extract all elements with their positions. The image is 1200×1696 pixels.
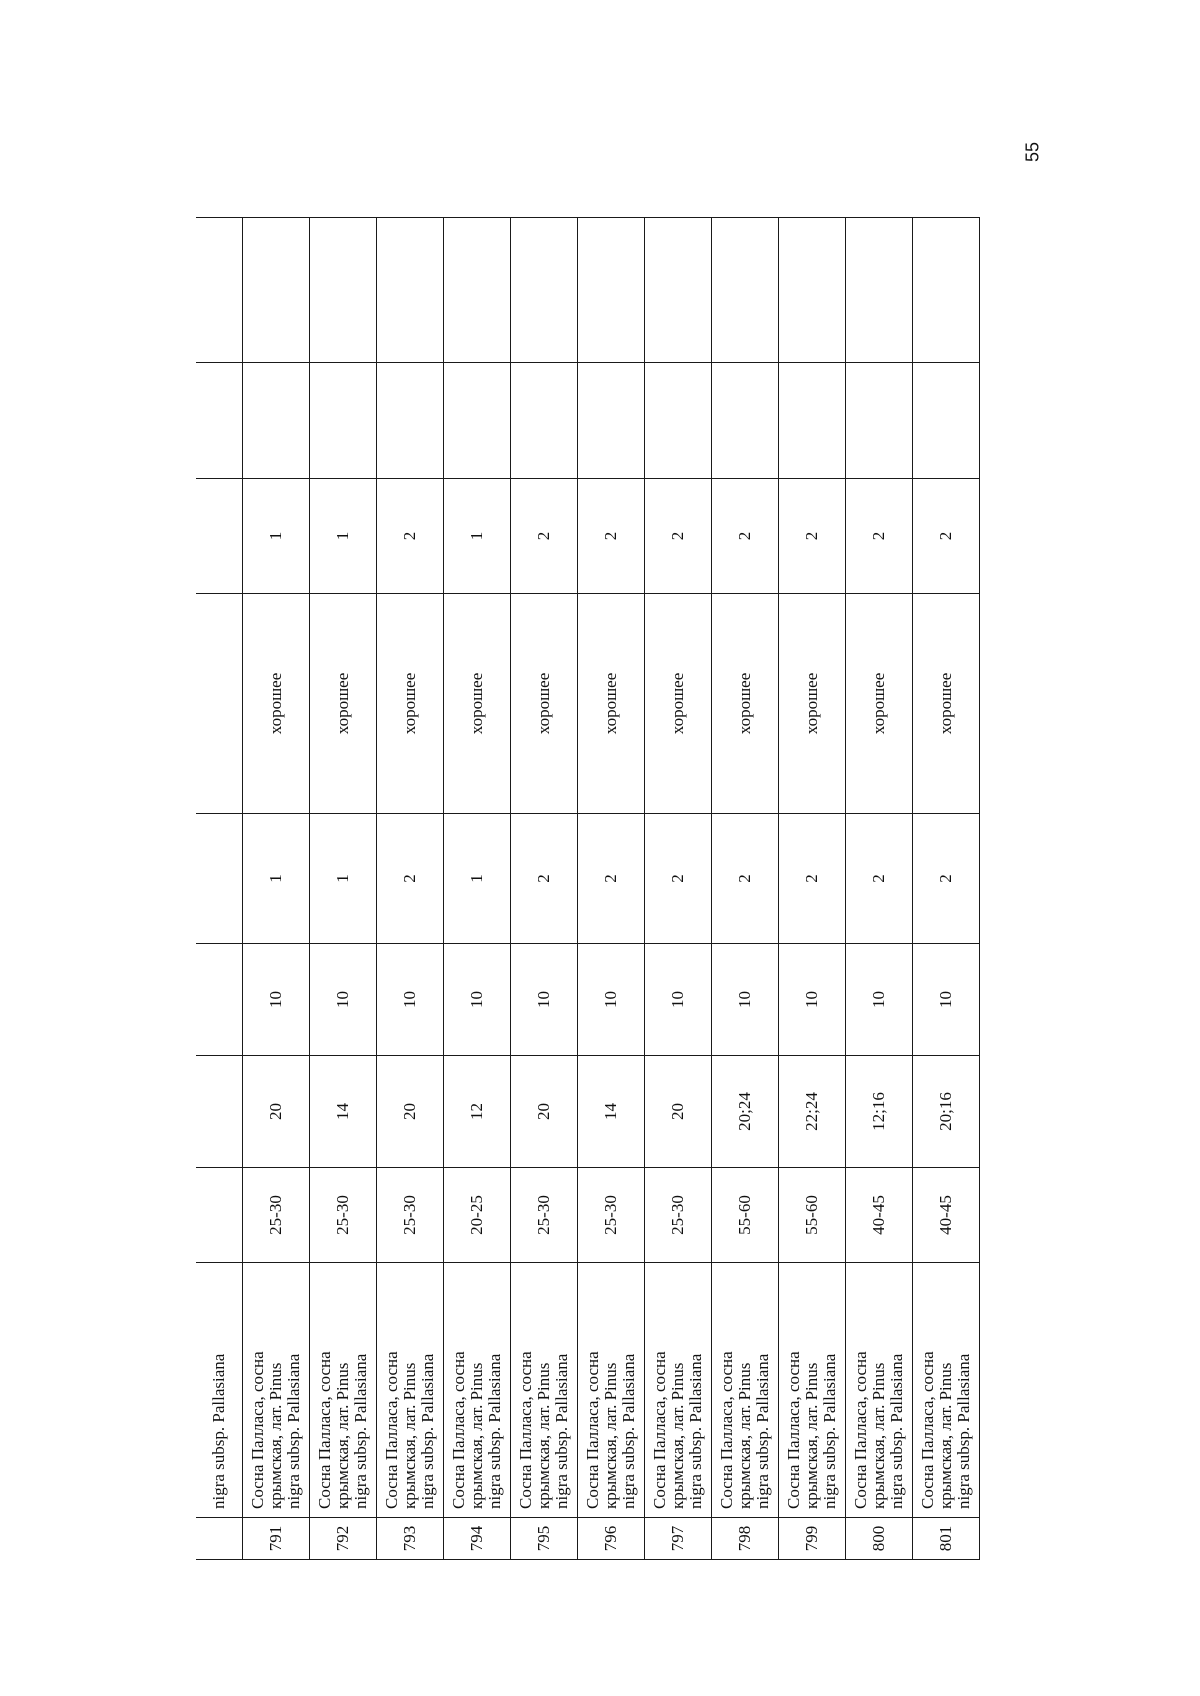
cell-extra-2 xyxy=(644,218,711,363)
cell-extra-2 xyxy=(778,218,845,363)
table-row xyxy=(644,218,711,1560)
cell-age xyxy=(196,1168,242,1263)
species-name-line: Сосна Палласа, сосна xyxy=(917,1351,937,1509)
cell-species-name xyxy=(376,1263,443,1518)
cell-height: 10 xyxy=(242,944,309,1056)
cell-count: 2 xyxy=(711,814,778,944)
cell-condition: хорошее xyxy=(376,594,443,814)
cell-number: 791 xyxy=(242,1518,309,1560)
species-name-line: nigra subsp. Pallasiana xyxy=(350,1353,370,1509)
species-name-line: крымская, лат. Pinus xyxy=(868,1362,888,1509)
cell-extra-1 xyxy=(309,363,376,479)
cell-species-name xyxy=(644,1263,711,1518)
species-name-line: Сосна Палласа, сосна xyxy=(314,1351,334,1509)
table-row xyxy=(912,218,979,1560)
cell-extra-2 xyxy=(577,218,644,363)
cell-age: 25-30 xyxy=(510,1168,577,1263)
cell-count: 2 xyxy=(577,814,644,944)
table-row xyxy=(778,218,845,1560)
cell-count: 1 xyxy=(242,814,309,944)
cell-count: 2 xyxy=(778,814,845,944)
table-row xyxy=(309,218,376,1560)
species-name-line: Сосна Палласа, сосна xyxy=(247,1351,267,1509)
species-name-line: крымская, лат. Pinus xyxy=(801,1362,821,1509)
cell-age: 25-30 xyxy=(644,1168,711,1263)
cell-diameter: 14 xyxy=(309,1056,376,1168)
cell-number: 796 xyxy=(577,1518,644,1560)
cell-diameter: 12;16 xyxy=(845,1056,912,1168)
cell-count: 1 xyxy=(443,814,510,944)
species-name-line: nigra subsp. Pallasiana xyxy=(618,1353,638,1509)
cell-extra-1 xyxy=(196,363,242,479)
cell-diameter: 20 xyxy=(376,1056,443,1168)
species-name-line: Сосна Палласа, сосна xyxy=(515,1351,535,1509)
cell-species-name xyxy=(778,1263,845,1518)
cell-count: 2 xyxy=(912,814,979,944)
cell-height: 10 xyxy=(711,944,778,1056)
cell-age: 55-60 xyxy=(711,1168,778,1263)
cell-diameter: 14 xyxy=(577,1056,644,1168)
cell-diameter xyxy=(196,1056,242,1168)
cell-age: 40-45 xyxy=(912,1168,979,1263)
cell-condition: хорошее xyxy=(845,594,912,814)
cell-count-2: 2 xyxy=(644,479,711,594)
species-name-line: крымская, лат. Pinus xyxy=(935,1362,955,1509)
species-name-line: Сосна Палласа, сосна xyxy=(582,1351,602,1509)
cell-species-name xyxy=(912,1263,979,1518)
cell-extra-1 xyxy=(711,363,778,479)
cell-number: 794 xyxy=(443,1518,510,1560)
cell-extra-2 xyxy=(912,218,979,363)
cell-extra-1 xyxy=(510,363,577,479)
species-name-line: nigra subsp. Pallasiana xyxy=(953,1353,973,1509)
table-row xyxy=(845,218,912,1560)
cell-count-2: 2 xyxy=(376,479,443,594)
cell-number: 801 xyxy=(912,1518,979,1560)
page-number: 55 xyxy=(1022,141,1043,163)
cell-age: 40-45 xyxy=(845,1168,912,1263)
cell-diameter: 22;24 xyxy=(778,1056,845,1168)
cell-count-2: 1 xyxy=(443,479,510,594)
cell-extra-1 xyxy=(443,363,510,479)
cell-species-name xyxy=(711,1263,778,1518)
table-row xyxy=(443,218,510,1560)
species-name-line: Сосна Палласа, сосна xyxy=(381,1351,401,1509)
rotated-table-container xyxy=(196,218,980,1560)
cell-number: 795 xyxy=(510,1518,577,1560)
cell-extra-1 xyxy=(912,363,979,479)
cell-species-name xyxy=(443,1263,510,1518)
cell-height: 10 xyxy=(778,944,845,1056)
cell-age: 25-30 xyxy=(309,1168,376,1263)
cell-diameter: 20 xyxy=(644,1056,711,1168)
cell-count: 2 xyxy=(510,814,577,944)
cell-diameter: 20;16 xyxy=(912,1056,979,1168)
cell-extra-2 xyxy=(845,218,912,363)
cell-species-name xyxy=(577,1263,644,1518)
cell-count: 1 xyxy=(309,814,376,944)
species-name-line: Сосна Палласа, сосна xyxy=(649,1351,669,1509)
cell-condition: хорошее xyxy=(309,594,376,814)
cell-condition: хорошее xyxy=(778,594,845,814)
cell-count-2: 1 xyxy=(309,479,376,594)
cell-extra-1 xyxy=(644,363,711,479)
cell-age: 25-30 xyxy=(376,1168,443,1263)
cell-condition: хорошее xyxy=(577,594,644,814)
table-row xyxy=(510,218,577,1560)
cell-extra-2 xyxy=(376,218,443,363)
cell-extra-2 xyxy=(196,218,242,363)
species-name-line: Сосна Палласа, сосна xyxy=(783,1351,803,1509)
species-name-line: nigra subsp. Pallasiana xyxy=(685,1353,705,1509)
species-name-line: крымская, лат. Pinus xyxy=(600,1362,620,1509)
cell-number: 800 xyxy=(845,1518,912,1560)
cell-count-2: 1 xyxy=(242,479,309,594)
cell-species-name xyxy=(510,1263,577,1518)
table-row xyxy=(711,218,778,1560)
cell-count: 2 xyxy=(376,814,443,944)
cell-condition: хорошее xyxy=(644,594,711,814)
cell-diameter: 20 xyxy=(510,1056,577,1168)
cell-diameter: 20;24 xyxy=(711,1056,778,1168)
cell-number: 799 xyxy=(778,1518,845,1560)
species-name-line: nigra subsp. Pallasiana xyxy=(819,1353,839,1509)
cell-count-2: 2 xyxy=(845,479,912,594)
species-name-line: nigra subsp. Pallasiana xyxy=(283,1353,303,1509)
species-name-line: Сосна Палласа, сосна xyxy=(716,1351,736,1509)
cell-condition: хорошее xyxy=(443,594,510,814)
cell-extra-1 xyxy=(376,363,443,479)
cell-age: 25-30 xyxy=(577,1168,644,1263)
species-name-line: Сосна Палласа, сосна xyxy=(850,1351,870,1509)
species-name-line: крымская, лат. Pinus xyxy=(734,1362,754,1509)
cell-count-2: 2 xyxy=(711,479,778,594)
cell-age: 25-30 xyxy=(242,1168,309,1263)
species-name-line: nigra subsp. Pallasiana xyxy=(551,1353,571,1509)
species-name-line: крымская, лат. Pinus xyxy=(466,1362,486,1509)
cell-height: 10 xyxy=(845,944,912,1056)
cell-height xyxy=(196,944,242,1056)
cell-count-2: 2 xyxy=(912,479,979,594)
cell-continued-name: nigra subsp. Pallasiana xyxy=(196,1263,242,1518)
cell-count xyxy=(196,814,242,944)
cell-height: 10 xyxy=(510,944,577,1056)
cell-diameter: 20 xyxy=(242,1056,309,1168)
cell-number xyxy=(196,1518,242,1560)
cell-condition: хорошее xyxy=(912,594,979,814)
cell-extra-1 xyxy=(242,363,309,479)
cell-count-2 xyxy=(196,479,242,594)
cell-species-name xyxy=(845,1263,912,1518)
cell-extra-2 xyxy=(711,218,778,363)
cell-count-2: 2 xyxy=(577,479,644,594)
cell-species-name xyxy=(242,1263,309,1518)
cell-extra-2 xyxy=(242,218,309,363)
species-name-line: nigra subsp. Pallasiana xyxy=(886,1353,906,1509)
cell-condition: хорошее xyxy=(510,594,577,814)
cell-condition: хорошее xyxy=(242,594,309,814)
cell-number: 798 xyxy=(711,1518,778,1560)
species-name-line: крымская, лат. Pinus xyxy=(265,1362,285,1509)
cell-height: 10 xyxy=(443,944,510,1056)
cell-count-2: 2 xyxy=(510,479,577,594)
cell-height: 10 xyxy=(577,944,644,1056)
cell-condition xyxy=(196,594,242,814)
cell-extra-1 xyxy=(845,363,912,479)
species-name-line: крымская, лат. Pinus xyxy=(533,1362,553,1509)
cell-height: 10 xyxy=(912,944,979,1056)
cell-height: 10 xyxy=(309,944,376,1056)
table-row xyxy=(577,218,644,1560)
cell-species-name xyxy=(309,1263,376,1518)
cell-count: 2 xyxy=(845,814,912,944)
cell-count-2: 2 xyxy=(778,479,845,594)
species-name-line: nigra subsp. Pallasiana xyxy=(752,1353,772,1509)
cell-height: 10 xyxy=(644,944,711,1056)
cell-diameter: 12 xyxy=(443,1056,510,1168)
cell-number: 797 xyxy=(644,1518,711,1560)
cell-number: 792 xyxy=(309,1518,376,1560)
cell-extra-1 xyxy=(778,363,845,479)
species-name-line: nigra subsp. Pallasiana xyxy=(484,1353,504,1509)
cell-age: 20-25 xyxy=(443,1168,510,1263)
cell-extra-2 xyxy=(309,218,376,363)
species-name-line: крымская, лат. Pinus xyxy=(399,1362,419,1509)
continuation-row xyxy=(196,218,242,1560)
cell-extra-1 xyxy=(577,363,644,479)
cell-extra-2 xyxy=(510,218,577,363)
table-body xyxy=(196,218,980,1560)
table-row xyxy=(242,218,309,1560)
species-name-line: Сосна Палласа, сосна xyxy=(448,1351,468,1509)
cell-age: 55-60 xyxy=(778,1168,845,1263)
species-name-line: крымская, лат. Pinus xyxy=(667,1362,687,1509)
cell-number: 793 xyxy=(376,1518,443,1560)
cell-height: 10 xyxy=(376,944,443,1056)
tree-inventory-table xyxy=(196,217,980,1560)
table-row xyxy=(376,218,443,1560)
cell-count: 2 xyxy=(644,814,711,944)
cell-condition: хорошее xyxy=(711,594,778,814)
species-name-line: крымская, лат. Pinus xyxy=(332,1362,352,1509)
species-name-line: nigra subsp. Pallasiana xyxy=(417,1353,437,1509)
cell-extra-2 xyxy=(443,218,510,363)
